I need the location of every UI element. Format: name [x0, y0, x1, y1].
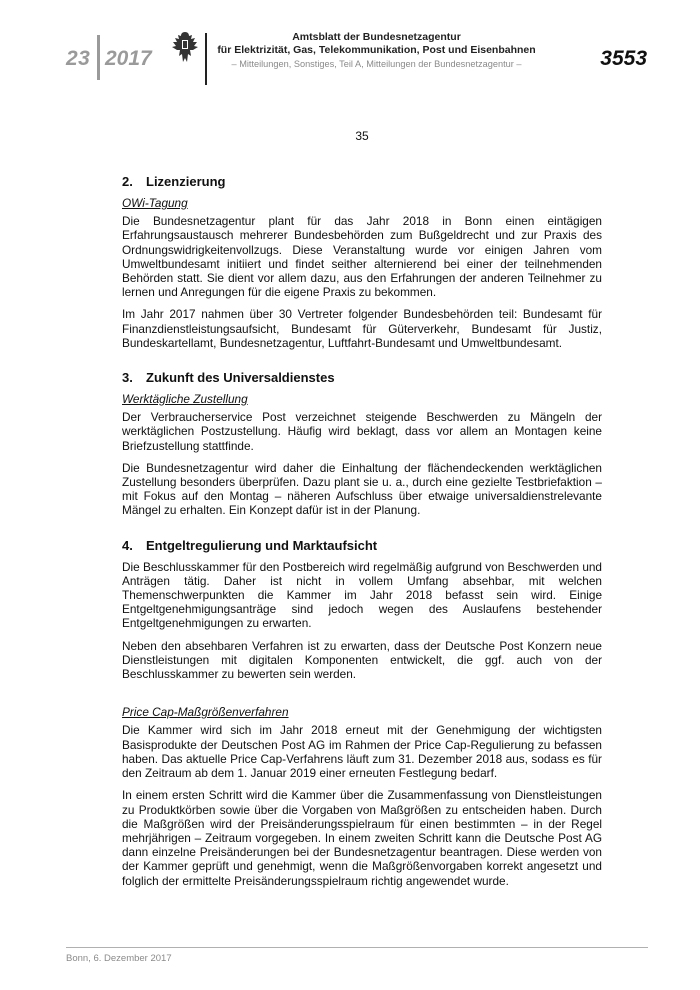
section-number: 4.	[122, 537, 133, 553]
section-heading	[122, 174, 602, 189]
issue-number: 23	[66, 47, 91, 70]
section-title: Zukunft des Universaldienstes	[146, 370, 335, 386]
section-number: 2.	[122, 174, 133, 189]
gazette-title-line-1: Amtsblatt der Bundesnetzagentur	[292, 31, 461, 43]
paragraph: Die Bundesnetzagentur plant für das Jahr 2018 in Bonn einen eintägigen Erfahrungsaustausch mehrerer Bundesbehörden zum Bußgeldrecht und zur Praxis des Ordnungswidrigkeitenvollzugs. Diese Veranstaltung wurde vor einigen Jahren vom Umweltbundesamt initiiert und findet seither alternierend bei einer der teilnehmenden Behörden statt. Sie dient vor allem dazu, aus den Erfahrungen der anderen Teilnehmer zu lernen und Anregungen für die eigene Praxis zu bekommen.	[122, 214, 602, 300]
subheading: Price Cap-Maßgrößenverfahren	[122, 705, 289, 720]
paragraph: Die Kammer wird sich im Jahr 2018 erneut mit der Genehmigung der wichtigsten Basisprodukte der Deutschen Post AG im Rahmen der Price Cap-Regulierung zu befassen haben. Das aktuelle Price Cap-Verfahrens läuft zum 31. Dezember 2018 aus, sodass es für den Zeitraum ab dem 1. Januar 2019 einer erneuten Festlegung bedarf.	[122, 723, 602, 781]
section-title: Entgeltregulierung und Marktaufsicht	[146, 537, 378, 553]
subheading: Werktägliche Zustellung	[122, 392, 248, 407]
paragraph: In einem ersten Schritt wird die Kammer über die Zusammenfassung von Dienstleistungen zu Produktkörben sowie über die Vorgaben von Maßgrößen zu entscheiden haben. Durch die Maßgrößen wird der Preisänderungsspielraum für einen bestimmten – in der Regel mehrjährigen – Zeitraum vorgegeben. In einem zweiten Schritt kann die Deutsche Post AG dann einzelne Preisänderungen bei der Bundesnetzagentur beantragen. Diese werden von der Kammer geprüft und genehmigt, wenn die Maßgrößenvorgaben korrekt angesetzt und folglich der ermittelte Preisänderungsspielraum richtig angewendet wurde.	[122, 788, 602, 888]
paragraph: Neben den absehbaren Verfahren ist zu erwarten, dass der Deutsche Post Konzern neue Dienstleistungen mit digitalen Komponenten entwickelt, die ggf. auch von der Beschlusskammer zu bewerten sein werden.	[122, 638, 602, 682]
paragraph: Der Verbraucherservice Post verzeichnet steigende Beschwerden zu Mängeln der werktäglichen Postzustellung. Häufig wird beklagt, dass vor allem an Montagen keine Briefzustellung stattfinde.	[122, 410, 602, 453]
subheading: OWi-Tagung	[122, 196, 188, 210]
section-title: Lizenzierung	[146, 174, 226, 189]
footer-date: Bonn, 6. Dezember 2017	[66, 953, 172, 964]
gazette-subtitle: – Mitteilungen, Sonstiges, Teil A, Mitteilungen der Bundesnetzagentur –	[231, 59, 522, 69]
paragraph: Im Jahr 2017 nahmen über 30 Vertreter folgender Bundesbehörden teil: Bundesamt für Finanzdienstleistungsaufsicht, Bundesamt für Güterverkehr, Bundesamt für Justiz, Bundeskartellamt, Bundesnetzagentur, Luftfahrt-Bundesamt und Umweltbundesamt.	[122, 307, 602, 350]
section-universaldienst	[122, 370, 602, 518]
header-divider	[97, 35, 100, 80]
section-heading	[122, 370, 602, 385]
document-page-number: 35	[355, 129, 369, 143]
footer-rule	[66, 947, 648, 948]
federal-eagle-icon	[170, 30, 200, 66]
section-number: 3.	[122, 370, 133, 386]
paragraph: Die Beschlusskammer für den Postbereich wird regelmäßig aufgrund von Beschwerden und Anträgen tätig. Daher ist nicht in vollem Umfang absehbar, mit welchen Themenschwerpunkten die Kammer im Jahr 2018 befasst sein wird. Einige Entgeltgenehmigungsanträge sind jedoch wegen des Auslaufens bestehender Entgeltgenehmigungen zu erwarten.	[122, 559, 602, 631]
gazette-title	[214, 31, 539, 56]
paragraph: Die Bundesnetzagentur wird daher die Einhaltung der flächendeckenden werktäglichen Zustellung besonders überprüfen. Dazu plant sie u. a., durch eine gezielte Testbriefaktion – mit Fokus auf den Montag – näheren Aufschluss über etwaige universaldienstrelevante Mängel zu erhalten. Ein Konzept dafür ist in der Planung.	[122, 460, 602, 518]
section-heading	[122, 538, 602, 553]
issue-year: 2017	[105, 47, 152, 70]
section-entgeltregulierung	[122, 538, 602, 888]
gazette-page-number: 3553	[600, 47, 647, 70]
section-lizenzierung	[122, 174, 602, 350]
header-rule	[205, 33, 207, 85]
gazette-title-line-2: für Elektrizität, Gas, Telekommunikation, Post und Eisenbahnen	[217, 43, 536, 56]
page-body	[122, 174, 602, 908]
